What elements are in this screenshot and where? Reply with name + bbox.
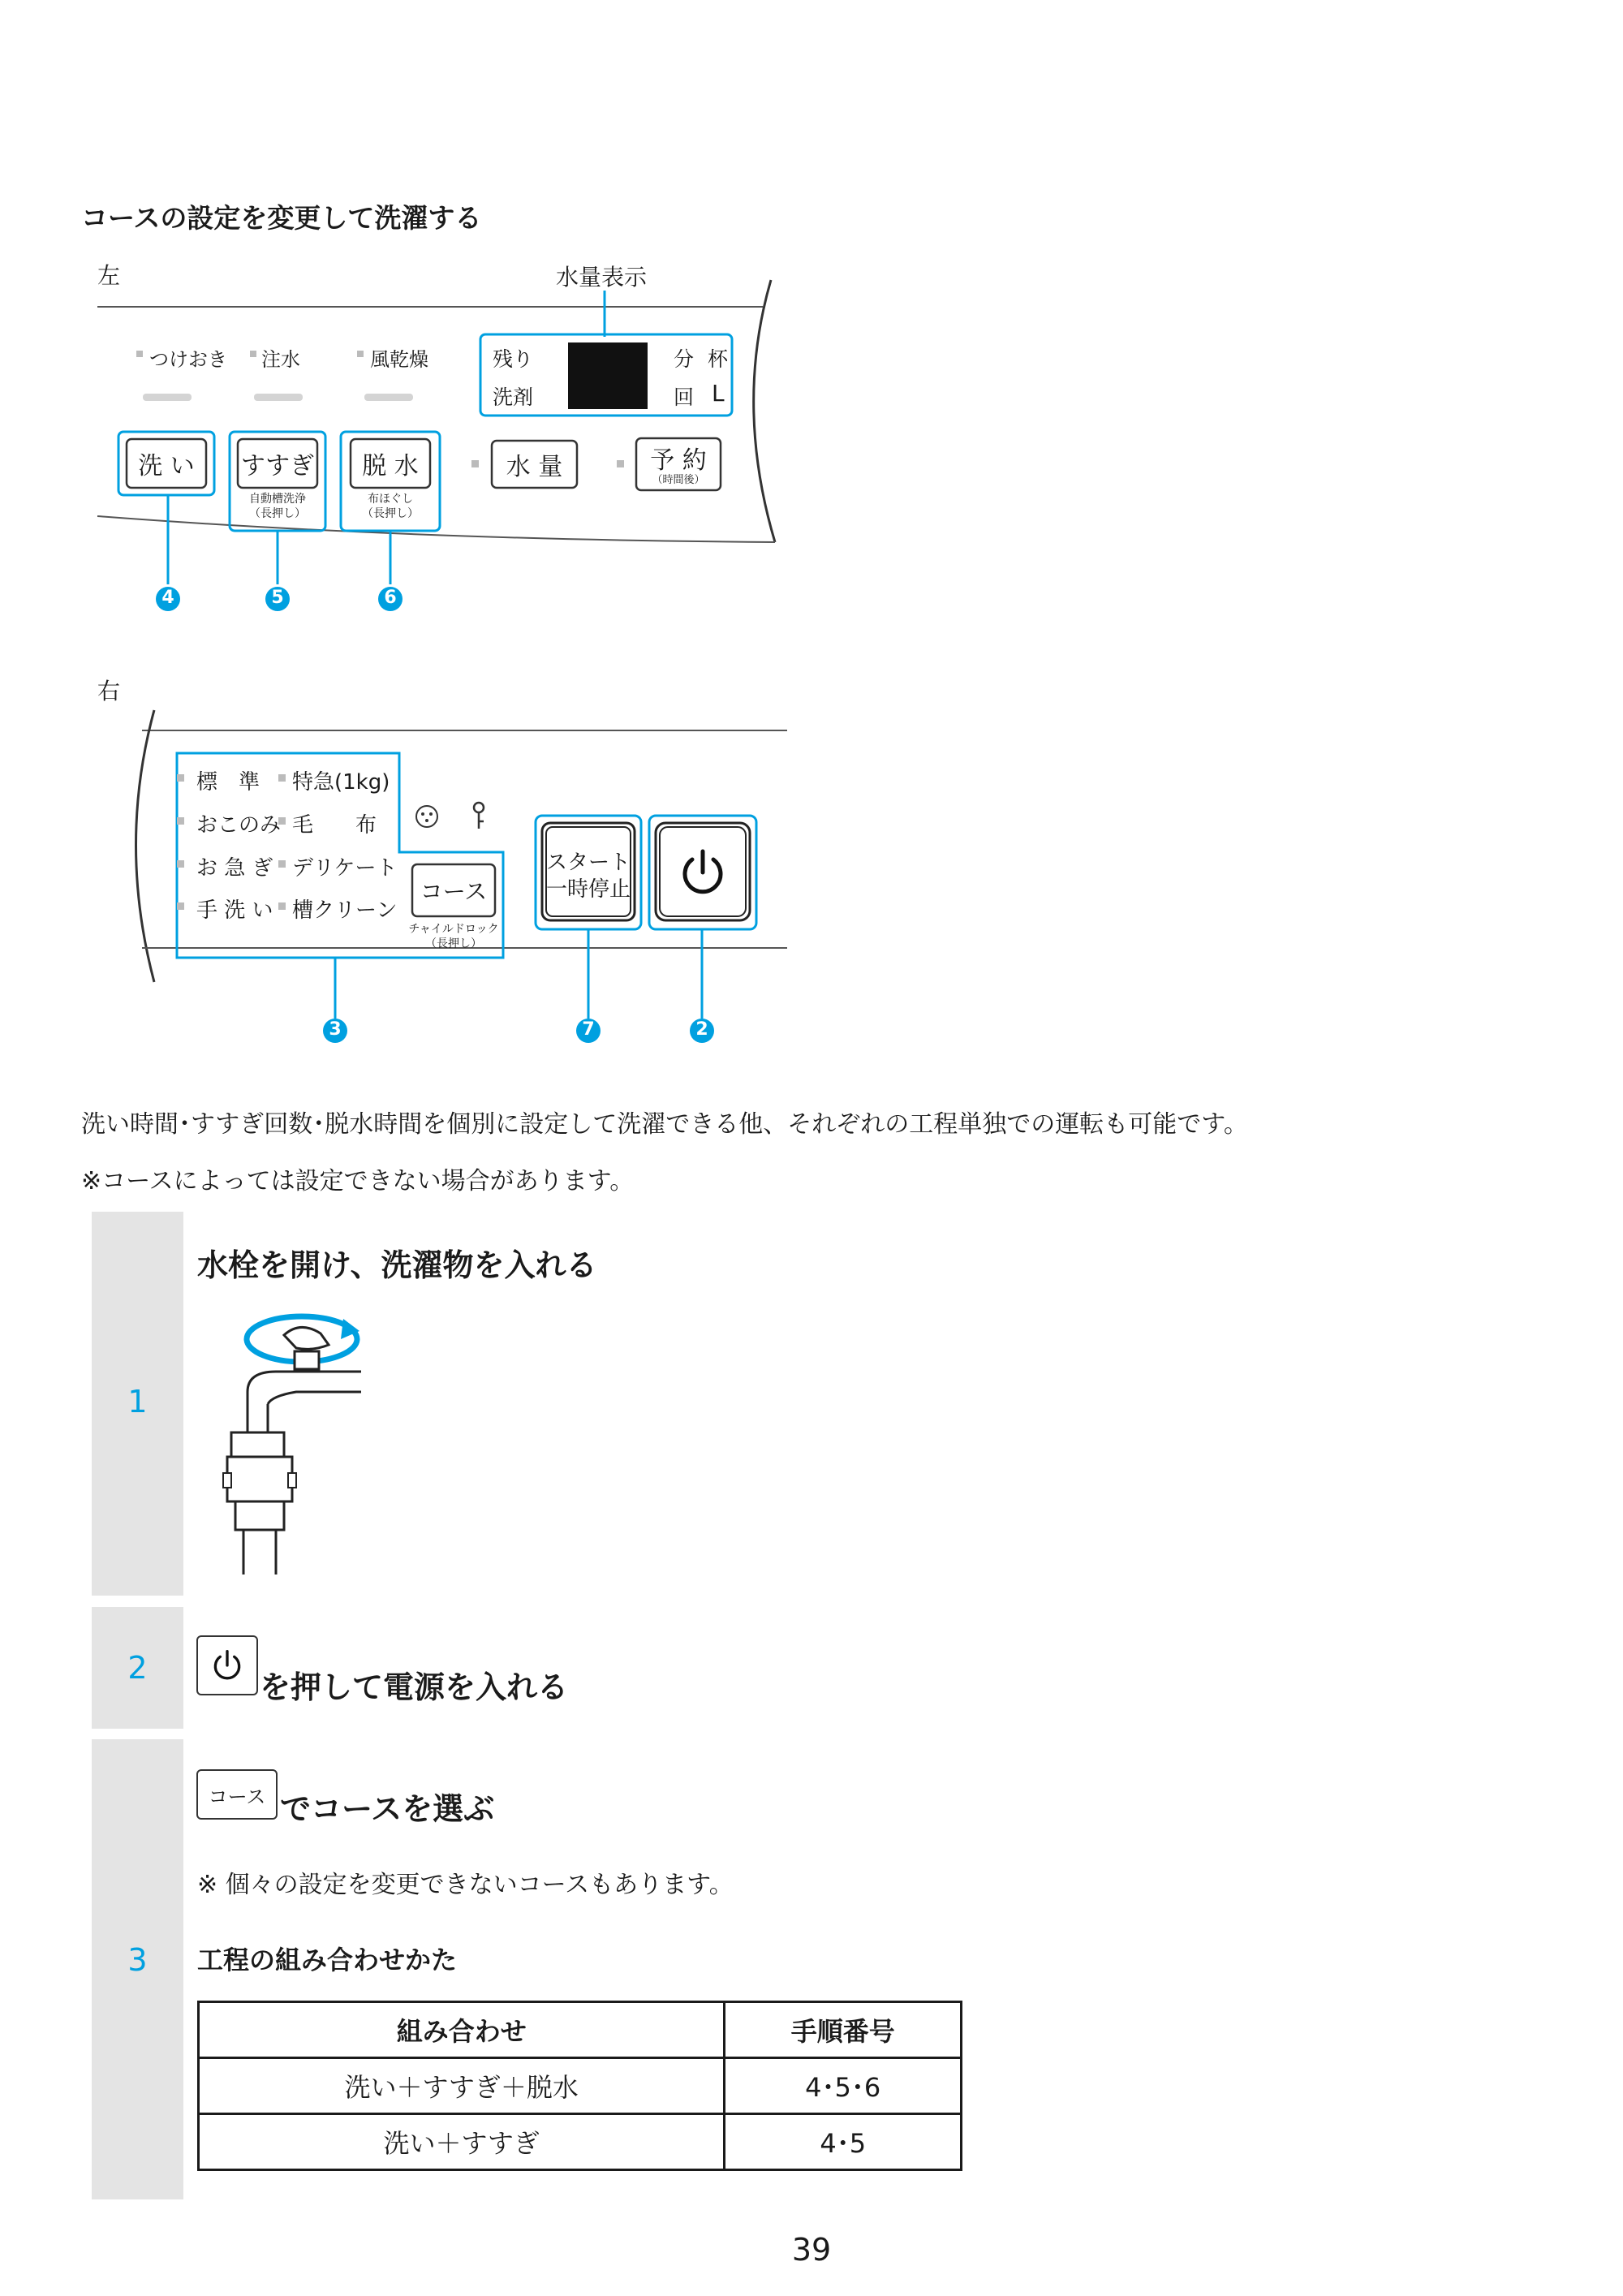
course-standard: 標 準 bbox=[196, 770, 260, 795]
course-button[interactable]: コース bbox=[420, 878, 488, 905]
callout-4: 4 bbox=[161, 588, 174, 608]
table-row bbox=[199, 2058, 962, 2114]
rinse-sub1: 自動槽洗浄 bbox=[249, 493, 306, 506]
callout-3: 3 bbox=[329, 1019, 342, 1040]
display-remaining: 残り bbox=[493, 347, 534, 371]
rinse-button[interactable]: すすぎ bbox=[240, 452, 315, 480]
step-2-power-button bbox=[196, 1635, 258, 1695]
child-lock-label: チャイルドロック bbox=[408, 923, 499, 936]
left-panel-label: 左 bbox=[97, 262, 121, 289]
table-row bbox=[199, 2114, 962, 2170]
step-1-title: 水栓を開け、洗濯物を入れる bbox=[197, 1247, 597, 1283]
start-button-line1[interactable]: スタート bbox=[545, 851, 631, 875]
step-3-note: ※ 個々の設定を変更できないコースもあります。 bbox=[197, 1871, 734, 1899]
step-3-title: でコースを選ぶ bbox=[280, 1791, 495, 1827]
page-number: 39 bbox=[791, 2232, 832, 2268]
step-2-number: 2 bbox=[127, 1650, 148, 1686]
description-note: ※コースによっては設定できない場合があります。 bbox=[81, 1167, 635, 1195]
callout-2: 2 bbox=[695, 1019, 708, 1040]
description: 洗い時間･すすぎ回数･脱水時間を個別に設定して洗濯できる他、それぞれの工程単独での運転も可能です。 bbox=[81, 1110, 1248, 1139]
course-express: 特急(1kg) bbox=[292, 770, 390, 795]
indicator-fill: 注水 bbox=[261, 348, 300, 371]
course-handwash: 手 洗 い bbox=[196, 898, 273, 923]
course-tub-clean: 槽クリーン bbox=[292, 898, 398, 923]
timer-button[interactable]: 予 約 bbox=[650, 446, 707, 475]
display-times: 回 bbox=[674, 386, 695, 409]
water-level-button[interactable]: 水 量 bbox=[506, 453, 563, 481]
table-cell: 4･5 bbox=[725, 2114, 962, 2170]
wash-button[interactable]: 洗 い bbox=[138, 452, 195, 480]
table-cell: 洗い＋すすぎ bbox=[199, 2114, 725, 2170]
step-3-course-button: コース bbox=[196, 1769, 278, 1820]
combination-table bbox=[197, 2001, 962, 2171]
faucet-illustration bbox=[199, 1303, 377, 1579]
display-cups: 杯 bbox=[708, 347, 729, 371]
spin-sub1: 布ほぐし bbox=[368, 493, 413, 506]
step-2-title: を押して電源を入れる bbox=[260, 1669, 569, 1705]
table-header-step-numbers: 手順番号 bbox=[725, 2002, 962, 2058]
course-delicate: デリケート bbox=[292, 856, 398, 881]
indicator-wind-dry: 風乾燥 bbox=[370, 348, 428, 371]
rinse-sub2: （長押し） bbox=[249, 507, 306, 520]
callout-7: 7 bbox=[582, 1019, 595, 1040]
section-title: コースの設定を変更して洗濯する bbox=[81, 202, 482, 234]
course-blanket: 毛 布 bbox=[292, 813, 377, 838]
water-display-label: 水量表示 bbox=[556, 264, 648, 291]
callout-6: 6 bbox=[384, 588, 397, 608]
timer-sub: （時間後） bbox=[652, 474, 705, 486]
step-3-number: 3 bbox=[127, 1942, 148, 1978]
display-minutes: 分 bbox=[674, 347, 695, 371]
indicator-soak: つけおき bbox=[149, 348, 227, 371]
table-header-combination: 組み合わせ bbox=[199, 2002, 725, 2058]
power-icon bbox=[212, 1649, 243, 1682]
step-1-number: 1 bbox=[127, 1384, 148, 1419]
right-panel-label: 右 bbox=[97, 678, 121, 704]
display-detergent: 洗剤 bbox=[493, 386, 534, 409]
course-custom: おこのみ bbox=[196, 813, 282, 838]
table-cell: 洗い＋すすぎ＋脱水 bbox=[199, 2058, 725, 2114]
spin-button[interactable]: 脱 水 bbox=[362, 452, 419, 480]
display-liters: L bbox=[712, 380, 725, 407]
power-icon[interactable] bbox=[680, 848, 725, 897]
callout-5: 5 bbox=[271, 588, 284, 608]
table-header-row bbox=[199, 2002, 962, 2058]
child-lock-sub: （長押し） bbox=[425, 937, 482, 950]
table-cell: 4･5･6 bbox=[725, 2058, 962, 2114]
spin-sub2: （長押し） bbox=[362, 507, 419, 520]
start-button-line2[interactable]: 一時停止 bbox=[545, 877, 631, 902]
course-quick: お 急 ぎ bbox=[196, 856, 273, 881]
combination-heading: 工程の組み合わせかた bbox=[197, 1945, 458, 1975]
